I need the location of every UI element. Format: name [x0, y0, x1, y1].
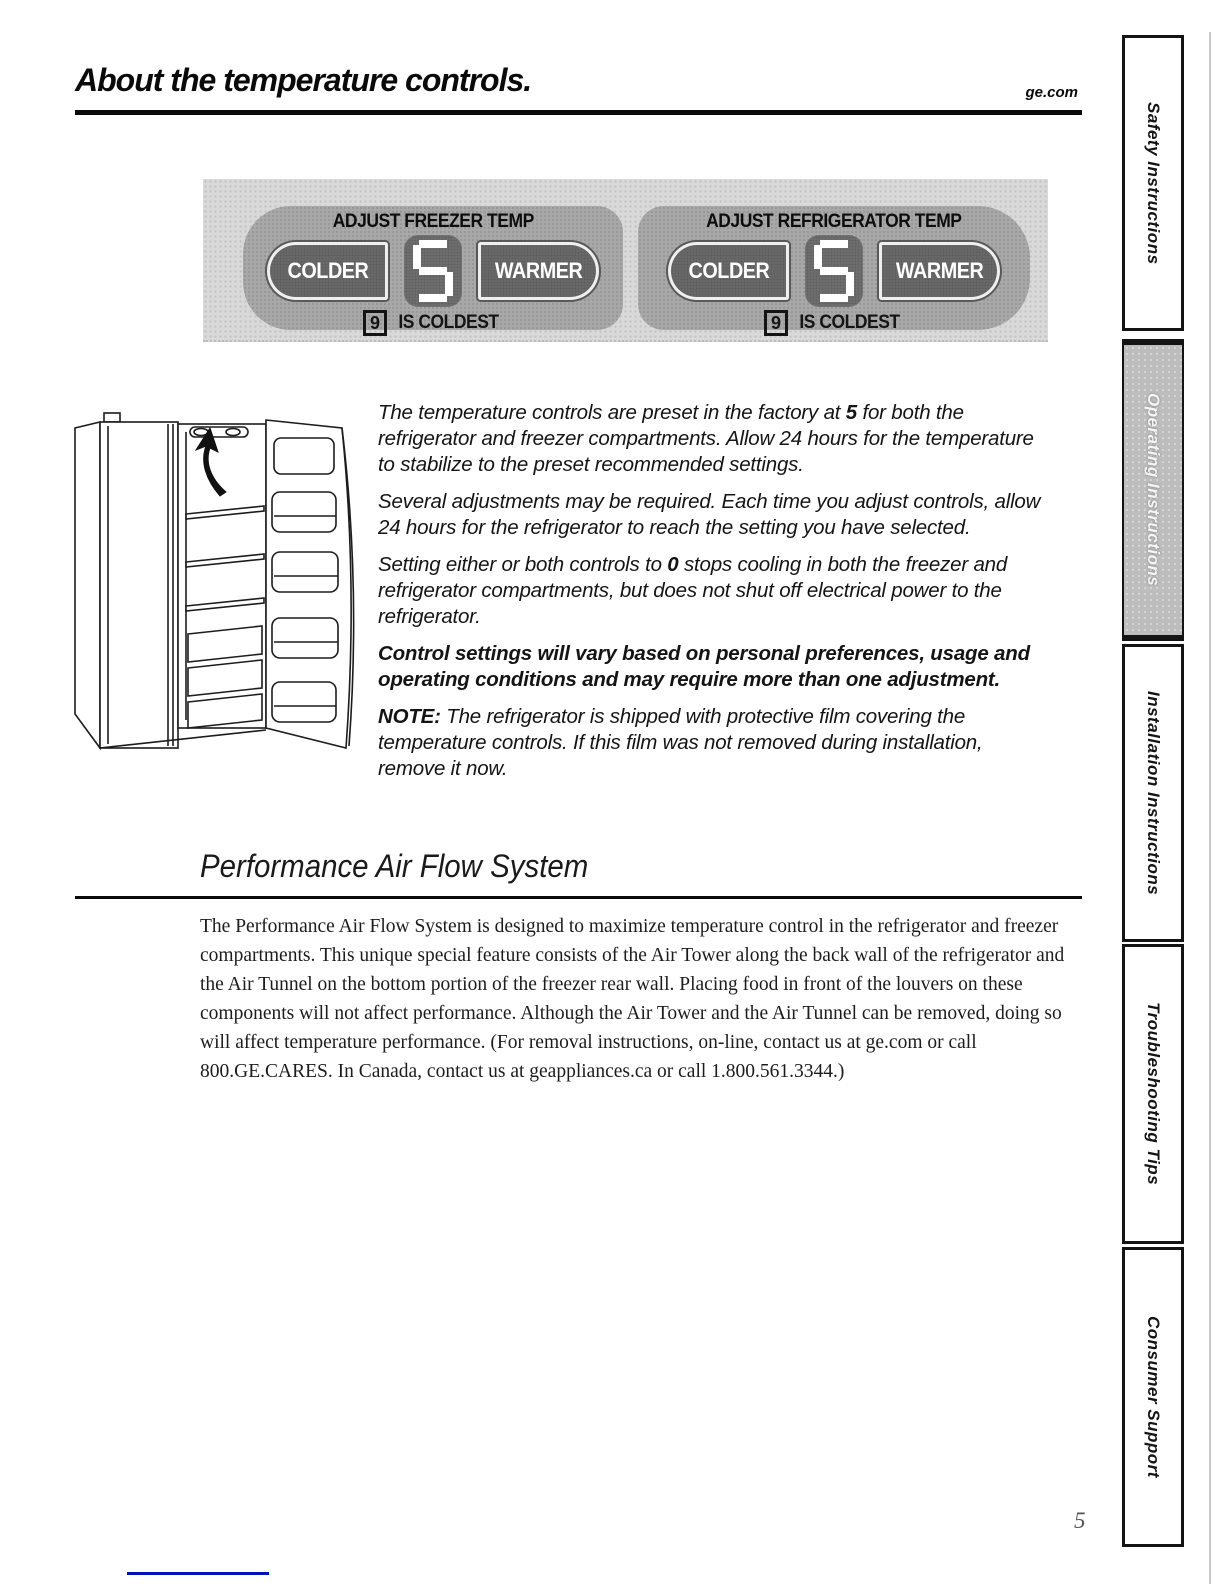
tab-label: Troubleshooting Tips [1144, 1002, 1163, 1186]
paragraph-bold: Control settings will vary based on personal preferences, usage and operating conditions and may require more than one adjustment. [378, 642, 1030, 691]
page-edge-line [1209, 32, 1211, 1584]
website-reference: ge.com [1025, 84, 1078, 101]
page-title: About the temperature controls. [75, 62, 532, 98]
refrigerator-coldest-note [764, 310, 904, 336]
freezer-panel-title: ADJUST FREEZER TEMP [332, 211, 534, 232]
bold-value: 0 [667, 553, 679, 576]
sidebar-tab-installation-instructions [1122, 644, 1184, 942]
paragraph-text: The refrigerator is shipped with protective film covering the temperature controls. If this film was not removed during installation, remove it now. [378, 705, 983, 780]
coldest-number-box: 9 [764, 310, 788, 336]
paragraph-text: Setting either or both controls to [378, 553, 668, 576]
refrigerator-colder-label: COLDER [688, 258, 769, 283]
refrigerator-temp-display [806, 236, 862, 306]
tab-label: Consumer Support [1144, 1316, 1163, 1478]
refrigerator-warmer-label: WARMER [895, 258, 984, 283]
coldest-number-box: 9 [363, 310, 387, 336]
tab-label: Operating Instructions [1144, 393, 1163, 587]
paragraph [378, 400, 1054, 478]
page-number: 5 [1074, 1508, 1086, 1533]
sidebar-tab-troubleshooting-tips [1122, 944, 1184, 1244]
freezer-warmer-label: WARMER [494, 258, 583, 283]
header-rule [75, 110, 1082, 115]
freezer-colder-label: COLDER [287, 258, 368, 283]
section-heading: Performance Air Flow System [200, 848, 589, 884]
seven-segment-digit-5 [814, 240, 854, 302]
refrigerator-warmer-button [879, 242, 1000, 300]
refrigerator-colder-button [668, 242, 789, 300]
paragraph-note [378, 704, 1054, 782]
bold-value: 5 [845, 401, 857, 424]
coldest-text: IS COLDEST [799, 312, 900, 333]
paragraph: Several adjustments may be required. Each time you adjust controls, allow 24 hours for the refrigerator to reach the setting you have selected. [378, 490, 1041, 539]
paragraph-text: stops cooling in both the freezer and refrigerator compartments, but does not shut off electrical power to the refrigerator. [378, 553, 1008, 628]
freezer-coldest-note [363, 310, 503, 336]
refrigerator-control-panel [638, 206, 1030, 333]
seven-segment-digit-5 [413, 240, 453, 302]
sidebar-tab-operating-instructions [1122, 339, 1184, 641]
sidebar-tab-consumer-support [1122, 1247, 1184, 1547]
paragraph-text: The temperature controls are preset in the factory at [378, 401, 846, 424]
temperature-controls-figure [203, 179, 1048, 342]
sidebar-tab-safety-instructions [1122, 35, 1184, 331]
refrigerator-illustration [60, 396, 370, 781]
refrigerator-panel-title: ADJUST REFRIGERATOR TEMP [706, 211, 962, 232]
freezer-temp-display [405, 236, 461, 306]
tab-label: Installation Instructions [1144, 690, 1163, 896]
body-copy [378, 400, 1054, 793]
blue-registration-mark [127, 1572, 269, 1575]
freezer-control-panel [243, 206, 623, 333]
freezer-warmer-button [478, 242, 599, 300]
paragraph-text: for both the refrigerator and freezer compartments. Allow 24 hours for the temperature to stabilize to the preset recommended settings. [378, 401, 1034, 476]
section-body: The Performance Air Flow System is designed to maximize temperature control in the refrigerator and freezer compartments. This unique special feature consists of the Air Tower along the back wall of the refrigerator and the Air Tunnel on the bottom portion of the freezer rear wall. Placing food in front of the louvers on these components will not affect performance. Although the Air Tower and the Air Tunnel can be removed, doing so will affect temperature performance. (For removal instructions, on-line, contact us at ge.com or call 800.GE.CARES. In Canada, contact us at geappliances.ca or call 1.800.561.3344.) [200, 916, 1065, 1082]
tab-label: Safety Instructions [1144, 101, 1163, 265]
paragraph [378, 552, 1054, 630]
section-rule [75, 896, 1082, 899]
freezer-colder-button [267, 242, 388, 300]
note-label: NOTE: [378, 705, 441, 728]
coldest-text: IS COLDEST [398, 312, 499, 333]
